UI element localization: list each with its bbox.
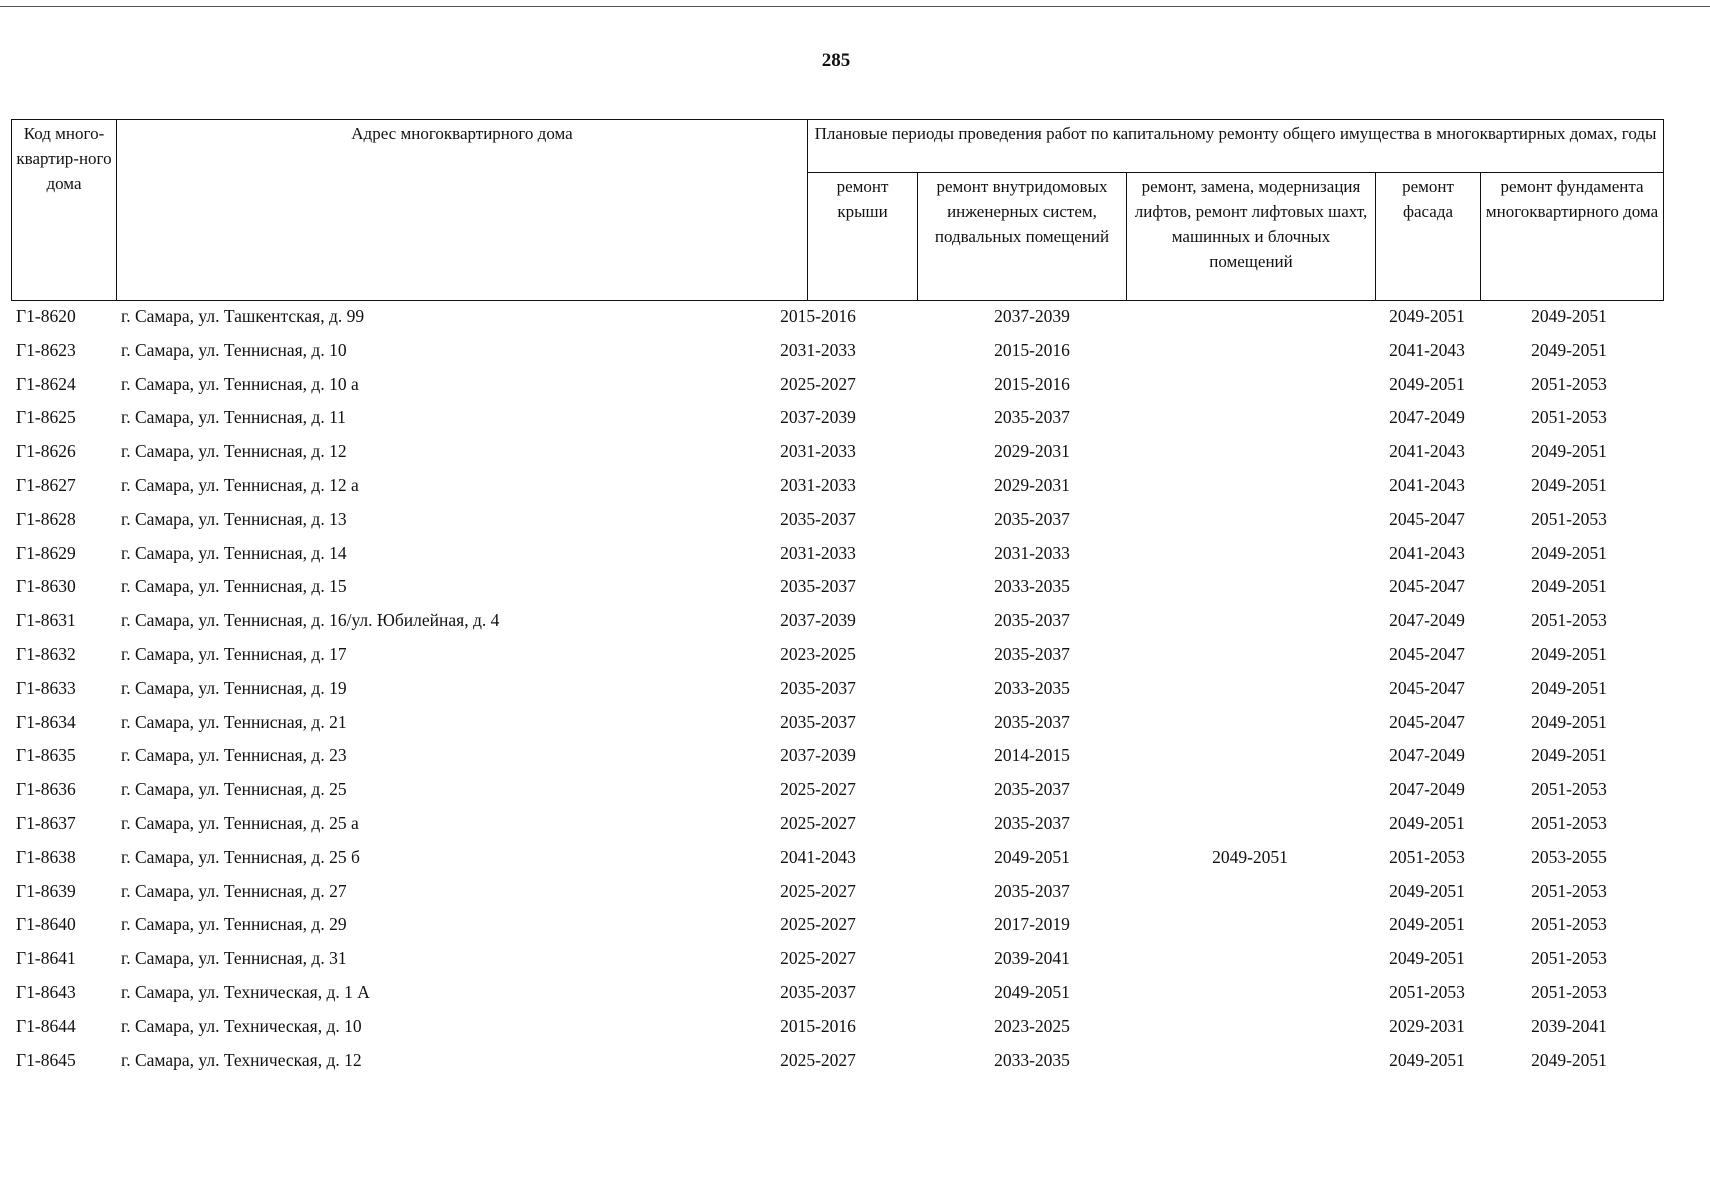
row-roof-period: 2031-2033 — [780, 542, 856, 563]
row-address: г. Самара, ул. Теннисная, д. 11 — [121, 407, 346, 428]
row-engineering-period: 2049-2051 — [994, 981, 1070, 1002]
row-code: Г1-8638 — [16, 846, 76, 867]
top-rule — [0, 6, 1710, 7]
row-roof-period: 2037-2039 — [780, 610, 856, 631]
row-facade-period: 2041-2043 — [1389, 542, 1465, 563]
row-foundation-period: 2039-2041 — [1531, 1015, 1607, 1036]
row-foundation-period: 2051-2053 — [1531, 812, 1607, 833]
row-address: г. Самара, ул. Теннисная, д. 25 б — [121, 846, 360, 867]
row-facade-period: 2045-2047 — [1389, 576, 1465, 597]
row-engineering-period: 2037-2039 — [994, 306, 1070, 326]
row-facade-period: 2029-2031 — [1389, 1015, 1465, 1036]
header-planned-periods: Плановые периоды проведения работ по капитальному ремонту общего имущества в многоквартирных домах, годы — [808, 120, 1664, 173]
row-facade-period: 2041-2043 — [1389, 441, 1465, 462]
row-roof-period: 2025-2027 — [780, 914, 856, 935]
table-row — [11, 300, 1663, 334]
row-foundation-period: 2051-2053 — [1531, 508, 1607, 529]
row-roof-period: 2025-2027 — [780, 779, 856, 800]
row-code: Г1-8630 — [16, 576, 76, 597]
row-code: Г1-8639 — [16, 880, 76, 901]
row-address: г. Самара, ул. Теннисная, д. 21 — [121, 711, 347, 732]
row-roof-period: 2035-2037 — [780, 981, 856, 1002]
row-address: г. Самара, ул. Теннисная, д. 10 — [121, 339, 347, 360]
row-address: г. Самара, ул. Теннисная, д. 14 — [121, 542, 347, 563]
row-code: Г1-8620 — [16, 306, 76, 326]
row-engineering-period: 2033-2035 — [994, 576, 1070, 597]
row-foundation-period: 2053-2055 — [1531, 846, 1607, 867]
row-foundation-period: 2051-2053 — [1531, 948, 1607, 969]
table-row — [11, 469, 1663, 503]
row-engineering-period: 2015-2016 — [994, 339, 1070, 360]
row-code: Г1-8645 — [16, 1049, 76, 1070]
row-engineering-period: 2029-2031 — [994, 441, 1070, 462]
row-facade-period: 2049-2051 — [1389, 948, 1465, 969]
row-foundation-period: 2049-2051 — [1531, 745, 1607, 766]
row-address: г. Самара, ул. Техническая, д. 1 А — [121, 981, 370, 1002]
row-engineering-period: 2023-2025 — [994, 1015, 1070, 1036]
row-code: Г1-8624 — [16, 373, 76, 394]
table-row — [11, 841, 1663, 875]
header-roof: ремонт крыши — [808, 173, 918, 301]
row-code: Г1-8637 — [16, 812, 76, 833]
table-row — [11, 773, 1663, 807]
row-foundation-period: 2049-2051 — [1531, 474, 1607, 495]
row-code: Г1-8632 — [16, 643, 76, 664]
row-address: г. Самара, ул. Ташкентская, д. 99 — [121, 306, 365, 326]
row-engineering-period: 2035-2037 — [994, 643, 1070, 664]
table-row — [11, 1044, 1663, 1078]
table-body — [11, 300, 1663, 1077]
row-code: Г1-8644 — [16, 1015, 76, 1036]
table-row — [11, 570, 1663, 604]
row-address: г. Самара, ул. Техническая, д. 10 — [121, 1015, 362, 1036]
row-address: г. Самара, ул. Теннисная, д. 25 а — [121, 812, 359, 833]
table-row — [11, 537, 1663, 571]
row-roof-period: 2035-2037 — [780, 576, 856, 597]
page-number: 285 — [821, 50, 851, 71]
row-facade-period: 2041-2043 — [1389, 339, 1465, 360]
row-roof-period: 2031-2033 — [780, 339, 856, 360]
row-engineering-period: 2014-2015 — [994, 745, 1070, 766]
row-roof-period: 2037-2039 — [780, 745, 856, 766]
header-foundation: ремонт фундамента многоквартирного дома — [1481, 173, 1664, 301]
table-row — [11, 672, 1663, 706]
row-code: Г1-8641 — [16, 948, 76, 969]
header-code: Код много-квартир-ного дома — [12, 120, 117, 301]
table-row — [11, 368, 1663, 402]
row-facade-period: 2049-2051 — [1389, 1049, 1465, 1070]
row-roof-period: 2035-2037 — [780, 711, 856, 732]
row-roof-period: 2035-2037 — [780, 677, 856, 698]
row-facade-period: 2045-2047 — [1389, 711, 1465, 732]
row-facade-period: 2051-2053 — [1389, 846, 1465, 867]
row-foundation-period: 2051-2053 — [1531, 981, 1607, 1002]
row-facade-period: 2049-2051 — [1389, 812, 1465, 833]
row-foundation-period: 2049-2051 — [1531, 542, 1607, 563]
row-facade-period: 2041-2043 — [1389, 474, 1465, 495]
row-address: г. Самара, ул. Теннисная, д. 19 — [121, 677, 347, 698]
row-address: г. Самара, ул. Техническая, д. 12 — [121, 1049, 362, 1070]
row-address: г. Самара, ул. Теннисная, д. 31 — [121, 948, 347, 969]
row-engineering-period: 2035-2037 — [994, 812, 1070, 833]
row-facade-period: 2045-2047 — [1389, 677, 1465, 698]
row-facade-period: 2049-2051 — [1389, 306, 1465, 326]
row-foundation-period: 2049-2051 — [1531, 441, 1607, 462]
header-elevators: ремонт, замена, модернизация лифтов, ремонт лифтовых шахт, машинных и блочных помещений — [1127, 173, 1376, 301]
row-code: Г1-8627 — [16, 474, 76, 495]
table-header — [11, 119, 1664, 301]
row-foundation-period: 2051-2053 — [1531, 880, 1607, 901]
row-engineering-period: 2029-2031 — [994, 474, 1070, 495]
row-facade-period: 2051-2053 — [1389, 981, 1465, 1002]
table-row — [11, 334, 1663, 368]
row-foundation-period: 2051-2053 — [1531, 914, 1607, 935]
row-code: Г1-8623 — [16, 339, 76, 360]
row-engineering-period: 2033-2035 — [994, 677, 1070, 698]
row-address: г. Самара, ул. Теннисная, д. 15 — [121, 576, 347, 597]
row-address: г. Самара, ул. Теннисная, д. 17 — [121, 643, 347, 664]
table-row — [11, 503, 1663, 537]
row-roof-period: 2025-2027 — [780, 373, 856, 394]
row-engineering-period: 2031-2033 — [994, 542, 1070, 563]
row-address: г. Самара, ул. Теннисная, д. 29 — [121, 914, 347, 935]
row-code: Г1-8629 — [16, 542, 76, 563]
row-roof-period: 2025-2027 — [780, 948, 856, 969]
table-row — [11, 604, 1663, 638]
row-engineering-period: 2035-2037 — [994, 610, 1070, 631]
row-engineering-period: 2035-2037 — [994, 779, 1070, 800]
row-roof-period: 2035-2037 — [780, 508, 856, 529]
row-foundation-period: 2049-2051 — [1531, 677, 1607, 698]
row-facade-period: 2049-2051 — [1389, 914, 1465, 935]
row-address: г. Самара, ул. Теннисная, д. 10 а — [121, 373, 359, 394]
row-code: Г1-8635 — [16, 745, 76, 766]
row-address: г. Самара, ул. Теннисная, д. 25 — [121, 779, 347, 800]
row-engineering-period: 2033-2035 — [994, 1049, 1070, 1070]
row-roof-period: 2025-2027 — [780, 1049, 856, 1070]
row-address: г. Самара, ул. Теннисная, д. 16/ул. Юбилейная, д. 4 — [121, 610, 500, 631]
row-engineering-period: 2035-2037 — [994, 407, 1070, 428]
row-foundation-period: 2051-2053 — [1531, 407, 1607, 428]
row-facade-period: 2047-2049 — [1389, 745, 1465, 766]
row-foundation-period: 2049-2051 — [1531, 643, 1607, 664]
row-code: Г1-8625 — [16, 407, 76, 428]
row-engineering-period: 2015-2016 — [994, 373, 1070, 394]
row-facade-period: 2047-2049 — [1389, 407, 1465, 428]
header-facade: ремонт фасада — [1376, 173, 1481, 301]
row-address: г. Самара, ул. Теннисная, д. 13 — [121, 508, 347, 529]
table-row — [11, 976, 1663, 1010]
table-row — [11, 942, 1663, 976]
row-roof-period: 2031-2033 — [780, 474, 856, 495]
row-foundation-period: 2051-2053 — [1531, 610, 1607, 631]
table-row — [11, 435, 1663, 469]
row-foundation-period: 2051-2053 — [1531, 373, 1607, 394]
row-foundation-period: 2049-2051 — [1531, 1049, 1607, 1070]
table-row — [11, 1010, 1663, 1044]
header-address: Адрес многоквартирного дома — [117, 120, 808, 301]
row-engineering-period: 2049-2051 — [994, 846, 1070, 867]
row-roof-period: 2015-2016 — [780, 1015, 856, 1036]
row-roof-period: 2025-2027 — [780, 812, 856, 833]
row-address: г. Самара, ул. Теннисная, д. 23 — [121, 745, 347, 766]
row-engineering-period: 2035-2037 — [994, 508, 1070, 529]
table-row — [11, 638, 1663, 672]
row-roof-period: 2031-2033 — [780, 441, 856, 462]
row-code: Г1-8636 — [16, 779, 76, 800]
table-row — [11, 908, 1663, 942]
row-address: г. Самара, ул. Теннисная, д. 12 — [121, 441, 347, 462]
row-code: Г1-8633 — [16, 677, 76, 698]
row-foundation-period: 2051-2053 — [1531, 779, 1607, 800]
row-code: Г1-8634 — [16, 711, 76, 732]
row-engineering-period: 2039-2041 — [994, 948, 1070, 969]
row-engineering-period: 2035-2037 — [994, 711, 1070, 732]
row-code: Г1-8640 — [16, 914, 76, 935]
row-foundation-period: 2049-2051 — [1531, 306, 1607, 326]
row-code: Г1-8631 — [16, 610, 76, 631]
row-facade-period: 2047-2049 — [1389, 779, 1465, 800]
row-code: Г1-8643 — [16, 981, 76, 1002]
table-row — [11, 875, 1663, 909]
row-address: г. Самара, ул. Теннисная, д. 27 — [121, 880, 347, 901]
row-foundation-period: 2049-2051 — [1531, 339, 1607, 360]
row-roof-period: 2025-2027 — [780, 880, 856, 901]
row-facade-period: 2049-2051 — [1389, 880, 1465, 901]
row-foundation-period: 2049-2051 — [1531, 711, 1607, 732]
row-facade-period: 2047-2049 — [1389, 610, 1465, 631]
table-row — [11, 706, 1663, 740]
row-address: г. Самара, ул. Теннисная, д. 12 а — [121, 474, 359, 495]
row-roof-period: 2041-2043 — [780, 846, 856, 867]
row-roof-period: 2015-2016 — [780, 306, 856, 326]
row-elevators-period: 2049-2051 — [1212, 846, 1288, 867]
row-engineering-period: 2017-2019 — [994, 914, 1070, 935]
row-code: Г1-8626 — [16, 441, 76, 462]
header-engineering: ремонт внутридомовых инженерных систем, подвальных помещений — [918, 173, 1127, 301]
table-row — [11, 739, 1663, 773]
row-roof-period: 2037-2039 — [780, 407, 856, 428]
table-row — [11, 807, 1663, 841]
row-code: Г1-8628 — [16, 508, 76, 529]
table-row — [11, 401, 1663, 435]
row-facade-period: 2045-2047 — [1389, 643, 1465, 664]
row-foundation-period: 2049-2051 — [1531, 576, 1607, 597]
row-facade-period: 2049-2051 — [1389, 373, 1465, 394]
row-engineering-period: 2035-2037 — [994, 880, 1070, 901]
row-roof-period: 2023-2025 — [780, 643, 856, 664]
row-facade-period: 2045-2047 — [1389, 508, 1465, 529]
